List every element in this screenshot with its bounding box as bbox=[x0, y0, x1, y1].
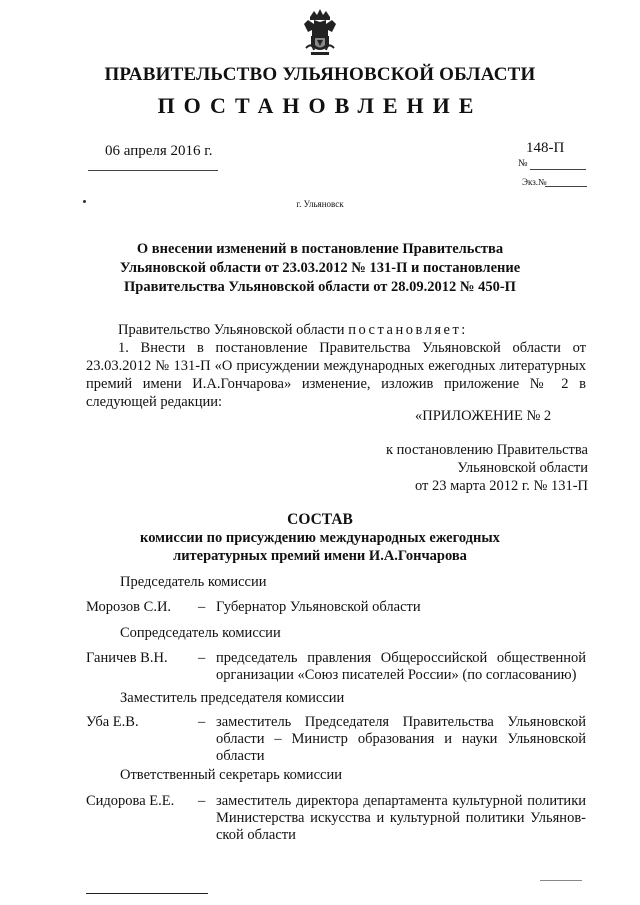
point-1-paragraph: 1. Внести в постановление Правительства Ульяновской области от 23.03.2012 № 131-П «О присуждении международных ежегодных литературных премий имени И.А.Гончарова» изменение, изложив приложение № 2 в следующей редакции: bbox=[86, 340, 586, 410]
appendix-line: от 23 марта 2012 г. № 131-П bbox=[415, 478, 588, 494]
government-title: ПРАВИТЕЛЬСТВО УЛЬЯНОВСКОЙ ОБЛАСТИ bbox=[104, 64, 536, 85]
subject-line: О внесении изменений в постановление Правительства bbox=[136, 241, 504, 257]
composition-line: литературных премий имени И.А.Гончарова bbox=[173, 548, 467, 564]
city-name: г. Ульяновск bbox=[296, 199, 344, 209]
footer-line bbox=[86, 893, 208, 894]
role-label: Ответственный секретарь комиссии bbox=[120, 767, 342, 783]
role-label: Сопредседатель комиссии bbox=[120, 625, 281, 641]
copy-label: Экз.№ bbox=[522, 177, 547, 187]
subject-line: Ульяновской области от 23.03.2012 № 131-П и постановление bbox=[119, 260, 521, 276]
appendix-title: «ПРИЛОЖЕНИЕ № 2 bbox=[415, 408, 552, 424]
composition-title: СОСТАВ bbox=[287, 511, 353, 528]
composition-line: комиссии по присуждению международных ежегодных bbox=[140, 530, 500, 546]
intro-text: Правительство Ульяновской области bbox=[118, 322, 349, 338]
composition-subtitle bbox=[120, 529, 520, 565]
role-label: Председатель комиссии bbox=[120, 574, 267, 590]
subject-line: Правительства Ульяновской области от 28.09.2012 № 450-П bbox=[124, 279, 516, 295]
member-dash: – bbox=[198, 599, 206, 615]
appendix-reference bbox=[370, 441, 588, 495]
copy-underline bbox=[545, 186, 587, 187]
intro-decree-word: постановляет: bbox=[348, 322, 468, 338]
document-subject bbox=[80, 240, 560, 297]
document-date: 06 апреля 2016 г. bbox=[105, 143, 213, 159]
member-position: заместитель директора департамента культурной политики Министерства искусства и культурной политики Ульянов-ской области bbox=[216, 793, 586, 843]
document-type-title: ПОСТАНОВЛЕНИЕ bbox=[157, 93, 483, 118]
number-sign: № bbox=[518, 158, 528, 169]
date-underline bbox=[88, 170, 218, 171]
member-name: Уба Е.В. bbox=[86, 714, 139, 730]
member-name: Сидорова Е.Е. bbox=[86, 793, 175, 809]
intro-paragraph bbox=[86, 321, 586, 339]
coat-of-arms-emblem bbox=[302, 8, 338, 58]
appendix-line: Ульяновской области bbox=[457, 460, 588, 476]
member-name: Морозов С.И. bbox=[86, 599, 172, 615]
role-label: Заместитель председателя комиссии bbox=[120, 690, 345, 706]
appendix-line: к постановлению Правительства bbox=[386, 442, 588, 458]
footer-mark-line bbox=[540, 880, 582, 881]
member-position: председатель правления Общероссийской общественной организации «Союз писателей России» (по согласованию) bbox=[216, 650, 586, 683]
member-position: заместитель Председателя Правительства Ульяновской области – Министр образования и науки Ульяновской области bbox=[216, 714, 586, 764]
member-dash: – bbox=[198, 793, 206, 809]
document-number: 148-П bbox=[526, 140, 565, 156]
number-underline bbox=[530, 169, 586, 170]
member-position: Губернатор Ульяновской области bbox=[216, 599, 421, 615]
member-name: Ганичев В.Н. bbox=[86, 650, 168, 666]
member-dash: – bbox=[198, 714, 206, 730]
member-dash: – bbox=[198, 650, 206, 666]
